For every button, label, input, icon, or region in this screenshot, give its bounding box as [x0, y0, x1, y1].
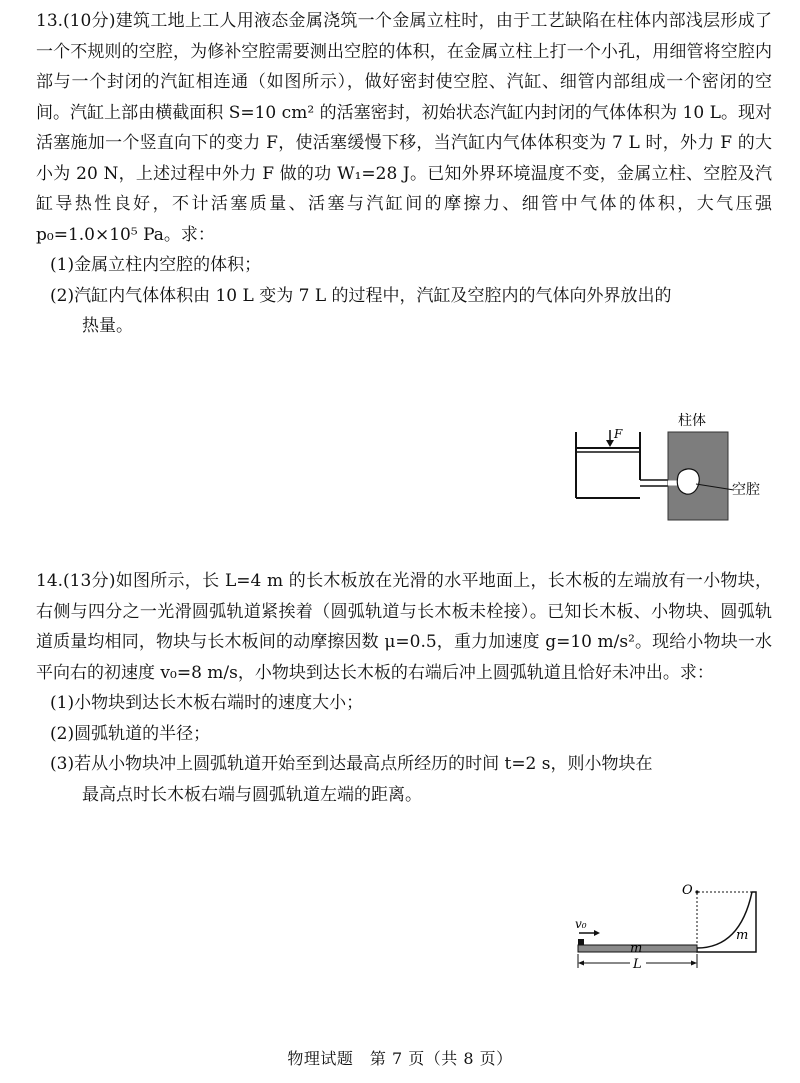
question-14-part-3: (3)若从小物块冲上圆弧轨道开始至到达最高点所经历的时间 t=2 s，则小物块在: [50, 754, 653, 774]
question-14-number: 14.(13分): [36, 571, 116, 591]
question-14-part-2: (2)圆弧轨道的半径；: [50, 723, 211, 744]
length-label: L: [633, 957, 642, 972]
question-13: [36, 6, 772, 342]
question-14-stem: [36, 566, 772, 688]
board-track-figure: [570, 882, 770, 972]
center-label: O: [682, 883, 693, 898]
cavity-label: 空腔: [732, 482, 760, 498]
force-label: F: [614, 427, 623, 441]
cylinder-cavity-figure: [570, 410, 770, 525]
question-13-part-2: (2)汽缸内气体体积由 10 L 变为 7 L 的过程中，汽缸及空腔内的气体向外界放出的: [50, 285, 672, 306]
question-13-text: 建筑工地上工人用液态金属浇筑一个金属立柱时，由于工艺缺陷在柱体内部浅层形成了一个不规则的空腔，为修补空腔需要测出空腔的体积，在金属立柱上打一个小孔，用细管将空腔内部与一个封闭的汽缸相连通（如图所示），做好密封使空腔、汽缸、细管内部组成一个密闭的空间。汽缸上部由横截面积 S=10 cm² 的活塞密封，初始状态汽缸内封闭的气体体积为 10 L。现对活塞施加一个竖直向下的变力 F，使活塞缓慢下移，当汽缸内气体体积变为 7 L 时，外力 F 的大小为 20 N，上述过程中外力 F 做的功 W₁=28 J。已知外界环境温度不变，金属立柱、空腔及汽缸导热性良好，不计活塞质量、活塞与汽缸间的摩擦力、细管中气体的体积，大气压强 p₀=1.0×10⁵ Pa。求：: [36, 11, 773, 245]
question-14-part-3-cont: 最高点时长木板右端与圆弧轨道左端的距离。: [82, 784, 422, 805]
question-13-part-1: (1)金属立柱内空腔的体积；: [50, 255, 262, 275]
question-14-text: 如图所示，长 L=4 m 的长木板放在光滑的水平地面上，长木板的左端放有一小物块，右侧与四分之一光滑圆弧轨道紧挨着（圆弧轨道与长木板未栓接）。已知长木板、小物块、圆弧轨道质量均相同，物块与长木板间的动摩擦因数 μ=0.5，重力加速度 g=10 m/s²。现给小物块一水平向右的初速度 v₀=8 m/s，小物块到达长木板的右端后冲上圆弧轨道且恰好未冲出。求：: [36, 571, 772, 683]
page-footer: 物理试题 第 7 页（共 8 页）: [287, 1049, 513, 1068]
question-14: [36, 566, 772, 810]
question-13-part-2-cont: 热量。: [82, 316, 133, 336]
pillar-label: 柱体: [678, 413, 706, 429]
question-13-number: 13.(10分): [36, 11, 116, 31]
question-13-stem: [36, 6, 772, 250]
question-14-part-1: (1)小物块到达长木板右端时的速度大小；: [50, 693, 364, 713]
velocity-label: v₀: [575, 917, 587, 931]
board-mass-label: m: [630, 941, 643, 956]
track-mass-label: m: [736, 928, 749, 943]
